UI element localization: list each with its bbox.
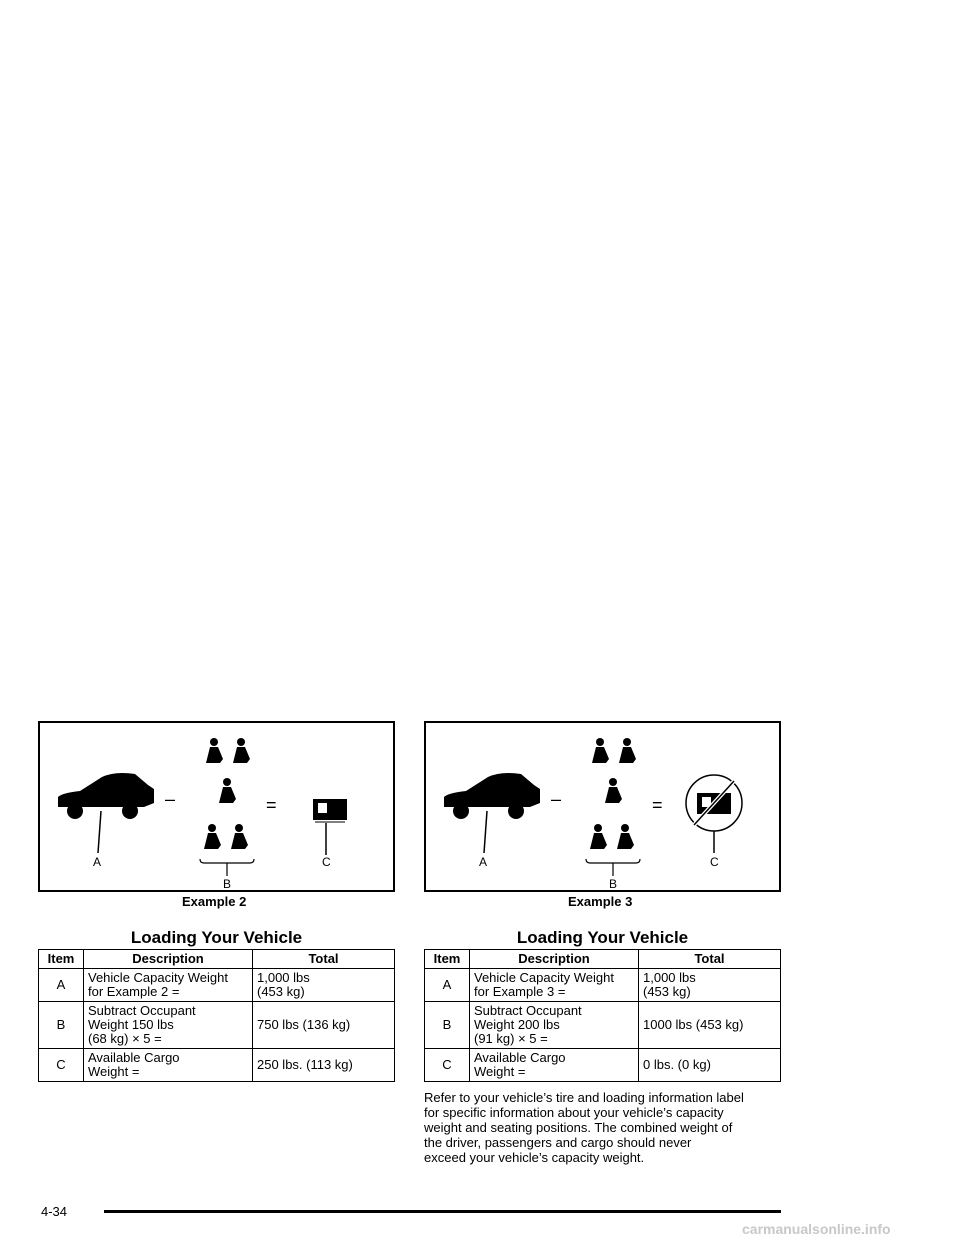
occupant-icon [219,778,236,803]
cell-item: C [39,1049,84,1082]
equals-sign: = [266,795,277,815]
table-title: Loading Your Vehicle [516,928,689,947]
no-cargo-icon [686,775,742,831]
example-3-figure [424,721,781,892]
page-number: 4-34 [41,1204,68,1219]
watermark-text: carmanualsonline.info [742,1221,891,1237]
car-icon [58,773,154,819]
cell-description: Subtract Occupant Weight 150 lbs (68 kg) × 5 = [84,1002,253,1049]
example-3-column [424,721,781,1165]
callout-b: B [223,877,232,890]
column-header-description: Description [84,950,253,969]
cell-item: B [425,1002,470,1049]
cell-total: 1000 lbs (453 kg) [639,1002,781,1049]
column-header-total: Total [639,950,781,969]
cell-description: Vehicle Capacity Weight for Example 2 = [84,969,253,1002]
loading-table [38,949,395,1082]
callout-b: B [609,877,618,890]
cell-item: A [425,969,470,1002]
cell-item: B [39,1002,84,1049]
cell-description: Vehicle Capacity Weight for Example 3 = [470,969,639,1002]
equals-sign: = [652,795,663,815]
minus-sign: – [165,789,176,809]
table-row [39,969,395,1002]
figure-caption: Example 2 [182,894,247,909]
occupant-icon [204,824,248,849]
cell-total: 250 lbs. (113 kg) [253,1049,395,1082]
cell-total: 1,000 lbs (453 kg) [639,969,781,1002]
figure-caption: Example 3 [568,894,633,909]
example-2-illustration [40,723,393,890]
minus-sign: – [551,789,562,809]
occupant-icon [592,738,636,763]
callout-c: C [710,855,719,869]
column-header-item: Item [425,950,470,969]
table-row [39,1002,395,1049]
cell-description: Subtract Occupant Weight 200 lbs (91 kg) × 5 = [470,1002,639,1049]
occupant-icon [590,824,634,849]
footer-rule [104,1210,781,1213]
example-3-illustration [426,723,779,890]
cell-item: A [39,969,84,1002]
column-header-item: Item [39,950,84,969]
car-icon [444,773,540,819]
cargo-icon [313,799,347,822]
table-row [425,969,781,1002]
table-title: Loading Your Vehicle [130,928,303,947]
cell-description: Available Cargo Weight = [84,1049,253,1082]
cell-item: C [425,1049,470,1082]
body-paragraph: Refer to your vehicle’s tire and loading information label for specific information about your vehicle’s capacity weight and seating positions. The combined weight of the driver, passengers and cargo should never exceed your vehicle’s capacity weight. [424,1090,744,1165]
loading-table [424,949,781,1082]
cell-description: Available Cargo Weight = [470,1049,639,1082]
example-2-figure [38,721,395,892]
column-header-description: Description [470,950,639,969]
table-row [39,1049,395,1082]
example-2-column [38,721,395,1082]
occupant-icon [605,778,622,803]
column-header-total: Total [253,950,395,969]
table-row [425,1049,781,1082]
callout-a: A [93,855,102,869]
table-row [425,1002,781,1049]
cell-total: 1,000 lbs (453 kg) [253,969,395,1002]
cell-total: 0 lbs. (0 kg) [639,1049,781,1082]
callout-a: A [479,855,488,869]
occupant-icon [206,738,250,763]
cell-total: 750 lbs (136 kg) [253,1002,395,1049]
callout-c: C [322,855,331,869]
